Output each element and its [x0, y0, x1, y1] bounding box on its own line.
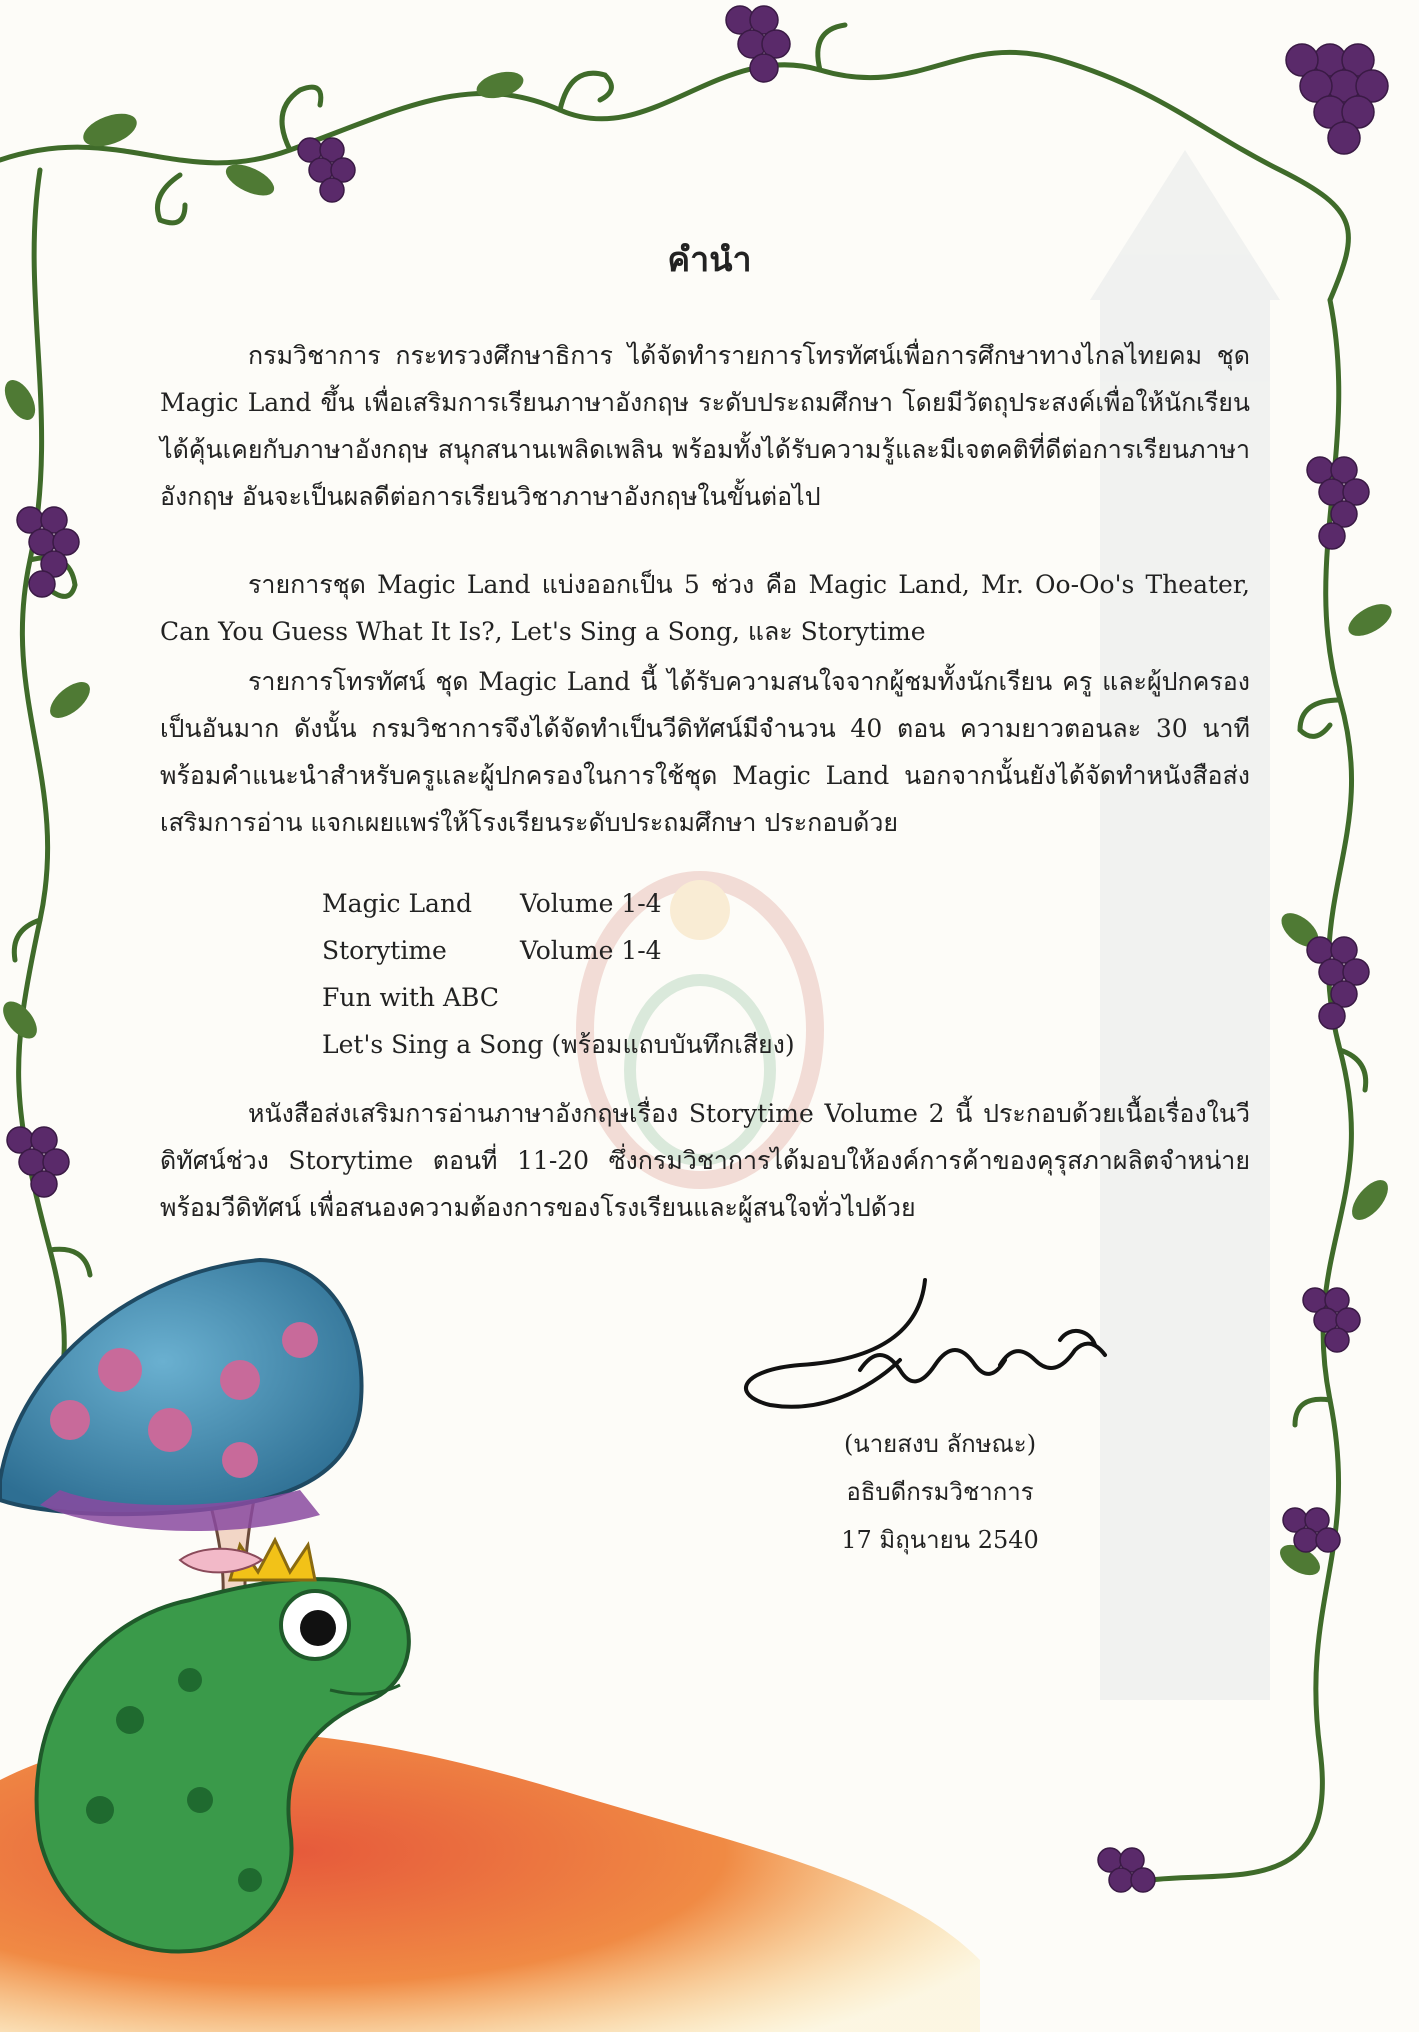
signatory-name: (นายสงบ ลักษณะ)	[843, 1430, 1037, 1458]
series-item	[322, 927, 662, 974]
series-name: Magic Land	[322, 889, 473, 918]
intro-paragraph-1: กรมวิชาการ กระทรวงศึกษาธิการ ได้จัดทำรายการโทรทัศน์เพื่อการศึกษาทางไกลไทยคม ชุด Magic Land ขึ้น เพื่อเสริมการเรียนภาษาอังกฤษ ระดับประถมศึกษา โดยมีวัตถุประสงค์เพื่อให้นักเรียนได้คุ้นเคยกับภาษาอังกฤษ สนุกสนานเพลิดเพลิน พร้อมทั้งได้รับความรู้และมีเจตคติที่ดีต่อการเรียนภาษาอังกฤษ อันจะเป็นผลดีต่อการเรียนวิชาภาษาอังกฤษในขั้นต่อไป	[160, 341, 1250, 511]
intro-paragraph-4: หนังสือส่งเสริมการอ่านภาษาอังกฤษเรื่อง Storytime Volume 2 นี้ ประกอบด้วยเนื้อเรื่องในวีดิทัศน์ช่วง Storytime ตอนที่ 11-20 ซึ่งกรมวิชาการได้มอบให้องค์การค้าของคุรุสภาผลิตจำหน่ายพร้อมวีดิทัศน์ เพื่อสนองความต้องการของโรงเรียนและผู้สนใจทั่วไปด้วย	[160, 1099, 1250, 1222]
intro-paragraph-2: รายการชุด Magic Land แบ่งออกเป็น 5 ช่วง คือ Magic Land, Mr. Oo-Oo's Theater, Can You Guess What It Is?, Let's Sing a Song, และ Storytime	[160, 570, 1250, 646]
vine-left	[14, 170, 90, 1500]
series-name: Let's Sing a Song	[322, 1030, 544, 1059]
signature-date: 17 มิถุนายน 2540	[841, 1526, 1039, 1554]
series-item	[322, 1021, 795, 1068]
series-item	[322, 880, 662, 927]
signature-mark	[746, 1280, 1105, 1407]
page-title: คำนำ	[667, 240, 752, 280]
series-name: Fun with ABC	[322, 983, 500, 1012]
series-name: Storytime	[322, 936, 447, 965]
intro-paragraph-3: รายการโทรทัศน์ ชุด Magic Land นี้ ได้รับความสนใจจากผู้ชมทั้งนักเรียน ครู และผู้ปกครองเป็นอันมาก ดังนั้น กรมวิชาการจึงได้จัดทำเป็นวีดิทัศน์มีจำนวน 40 ตอน ความยาวตอนละ 30 นาที พร้อมคำแนะนำสำหรับครูและผู้ปกครองในการใช้ชุด Magic Land นอกจากนั้นยังได้จัดทำหนังสือส่งเสริมการอ่าน แจกเผยแพร่ให้โรงเรียนระดับประถมศึกษา ประกอบด้วย	[160, 667, 1250, 837]
series-detail: Volume 1-4	[519, 936, 662, 965]
series-item	[322, 974, 499, 1021]
signatory-position: อธิบดีกรมวิชาการ	[846, 1478, 1034, 1506]
series-detail: (พร้อมแถบบันทึกเสียง)	[551, 1030, 795, 1059]
series-detail: Volume 1-4	[519, 889, 662, 918]
